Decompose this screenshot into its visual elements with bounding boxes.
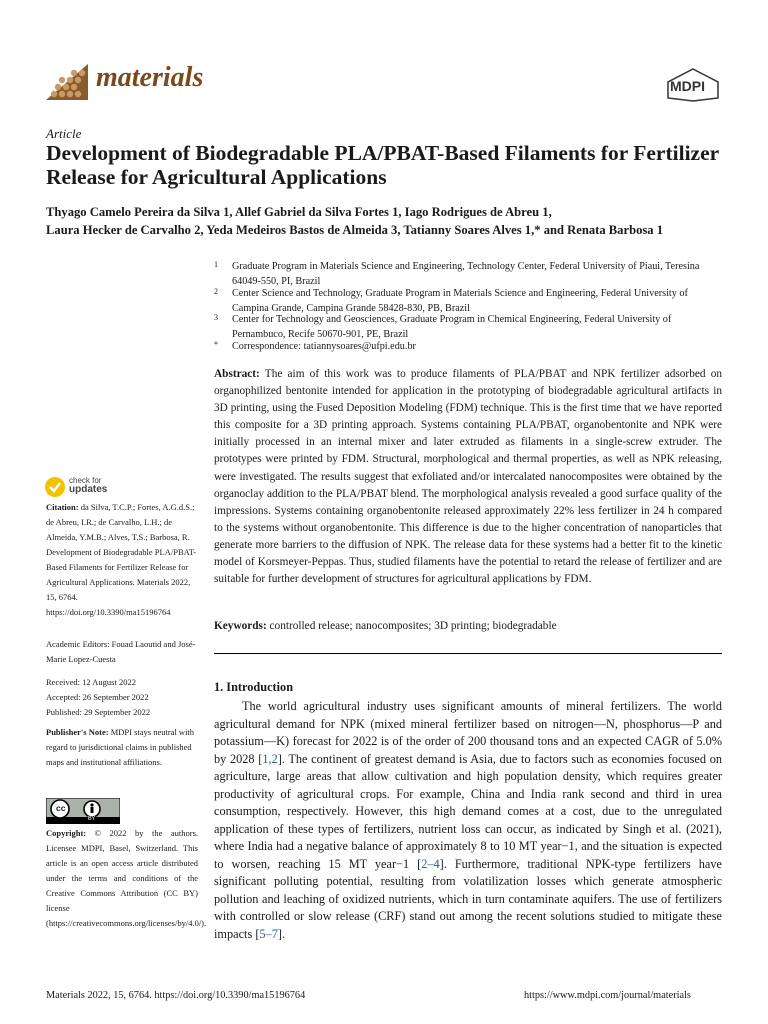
cc-by-license-badge[interactable]	[46, 798, 120, 824]
article-type: Article	[46, 126, 82, 141]
intro-paragraph	[214, 698, 722, 943]
published-date: Published: 29 September 2022	[46, 707, 151, 717]
footer-citation[interactable]: Materials 2022, 15, 6764. https://doi.org/10.3390/ma15196764	[46, 990, 306, 1001]
abstract-label: Abstract:	[214, 368, 260, 380]
copyright-block	[46, 826, 207, 931]
intro-text-3: ]. Furthermore, traditional NPK-type fertilizers have significant polluting potential, resulting from volatilization losses which generate atmospheric pollution and leaching of oxidized nutrients, which in turn contaminate aquifers. The use of fertilizers with controlled or slow release (CRF) stand out among the recent solutions studied to mitigate these impacts [	[214, 856, 722, 941]
affiliation-text: Center Science and Technology, Graduate Program in Materials Science and Engineering, Federal University of Campina Grande, Campina Grande 58428-830, PB, Brazil	[232, 288, 688, 314]
intro-text-2: ]. The continent of greatest demand is Asia, due to factors such as economies focused on agriculture, large areas that allow cultivation and high population density, which requires greater productivity of agricultural crops. For example, China and India rank second and third in urea consumption, respectively. However, this high demand comes at a cost, due to the unregulated application of these types of fertilizers, nutrient loss can occur, as indicated by Singh et al. (2021), where India had a negative balance of approximately 8 to 10 MT year−1, and the situation is expected to worsen, reaching 15 MT year−1 [	[214, 751, 722, 871]
author-list	[46, 203, 736, 239]
received-date: Received: 12 August 2022	[46, 677, 136, 687]
affiliation-number: 2	[214, 287, 218, 296]
publisher-name: MDPI	[670, 78, 705, 94]
check-updates-line-1: check for	[69, 476, 102, 485]
correspondence-text[interactable]: Correspondence: tatiannysoares@ufpi.edu.br	[232, 341, 416, 352]
copyright-text: © 2022 by the authors. Licensee MDPI, Basel, Switzerland. This article is an open access article distributed under the terms and conditions of the Creative Commons Attribution (CC BY) license (https://creativecommons.org/licenses/by/4.0/).	[46, 828, 207, 928]
publisher-note-text: MDPI stays neutral with regard to jurisdictional claims in published maps and institutional affiliations.	[46, 727, 195, 767]
article-title: Development of Biodegradable PLA/PBAT-Based Filaments for Fertilizer Release for Agricultural Applications	[46, 141, 719, 189]
citation-link[interactable]: 5–7	[259, 926, 278, 941]
citation-label: Citation:	[46, 502, 79, 512]
author-line-1: Thyago Camelo Pereira da Silva 1, Allef Gabriel da Silva Fortes 1, Iago Rodrigues de Abreu 1,	[46, 205, 552, 219]
citation-text[interactable]: da Silva, T.C.P.; Fortes, A.G.d.S.; de Abreu, I.R.; de Carvalho, L.H.; de Almeida, Y.M.B.; Alves, T.S.; Barbosa, R. Development of Biodegradable PLA/PBAT-Based Filaments for Fertilizer Release for Agricultural Applications. Materials 2022, 15, 6764. https://doi.org/10.3390/ma15196764	[46, 502, 197, 617]
affiliation-text: Center for Technology and Geosciences, Graduate Program in Chemical Engineering, Federal University of Pernambuco, Recife 50670-901, PE, Brazil	[232, 314, 672, 340]
accepted-date: Accepted: 26 September 2022	[46, 692, 149, 702]
keywords-text: controlled release; nanocomposites; 3D printing; biodegradable	[269, 620, 557, 632]
by-label: BY	[88, 816, 96, 822]
publisher-note	[46, 725, 198, 770]
intro-text-4: ].	[277, 926, 286, 941]
journal-logo-icon	[44, 60, 90, 102]
abstract-text: The aim of this work was to produce filaments of PLA/PBAT and NPK fertilizer adsorbed on organophilized bentonite intended for application in the prototyping of biodegradable agricultural artifacts in 3D printing, using the Fused Deposition Modeling (FDM) technique. This is the first time that we have reported this composite for a 3D printing approach. Systems containing PLA/PBAT, organobentonite and NPK were initially processed in an internal mixer and later extruded as filaments in a single-screw extruder. The prototypes were printed by FDM. Structural, morphological and thermal properties, as well as NPK releasing, were investigated. The results suggest that exfoliated and/or intercalated nanocomposites were obtained by the organoclay addition to the PLA/PBAT blend. The morphological analysis revealed a good surface quality of the impressions. Systems containing organobentonite released approximately 22% less fertilizer in 24 h compared to the systems without organobentonite. This difference is due to the higher concentration of nanoparticles that generate more barriers to the diffusion of NPK. The release data for these systems had a better fit to the kinetic model of Korsmeyer-Peppas. Thus, studied filaments have the potential to retard the release of fertilizer and are suitable for further development of structures for agricultural applications by FDM.	[214, 368, 722, 586]
dates-block	[46, 675, 198, 720]
citation-block	[46, 500, 198, 620]
affiliation-2	[214, 287, 724, 316]
check-for-updates-button[interactable]	[44, 474, 134, 498]
copyright-label: Copyright:	[46, 828, 87, 838]
footer-journal-url[interactable]: https://www.mdpi.com/journal/materials	[524, 990, 691, 1001]
affiliation-number: *	[214, 340, 218, 349]
author-line-2: Laura Hecker de Carvalho 2, Yeda Medeiros Bastos de Almeida 3, Tatianny Soares Alves 1,* and Renata Barbosa 1	[46, 223, 664, 237]
intro-text-1: The world agricultural industry uses significant amounts of mineral fertilizers. The world agricultural demand for NPK (mixed mineral fertilizer based on nitrogen—N, phosphorus—P and potassium—K) forecast for 2022 is of the order of 200 thousand tons and an expected CAGR of 5.0% by 2028 [	[214, 699, 722, 766]
affiliation-text: Graduate Program in Materials Science and Engineering, Technology Center, Federal University of Piaui, Teresina 64049-550, PI, Brazil	[232, 261, 700, 287]
check-updates-icon	[44, 476, 66, 498]
keywords-label: Keywords:	[214, 620, 267, 632]
affiliation-number: 3	[214, 313, 218, 322]
affiliation-number: 1	[214, 260, 218, 269]
keywords	[214, 620, 722, 632]
section-divider	[214, 653, 722, 654]
abstract	[214, 366, 722, 588]
check-updates-line-2: updates	[69, 484, 108, 495]
intro-heading: 1. Introduction	[214, 680, 294, 694]
journal-name: materials	[96, 62, 204, 93]
citation-link[interactable]: 2–4	[421, 856, 440, 871]
citation-link[interactable]: 1,2	[262, 751, 278, 766]
affiliation-1	[214, 260, 724, 289]
cc-label: cc	[56, 803, 66, 813]
affiliation-3	[214, 313, 724, 342]
correspondence	[214, 340, 724, 355]
academic-editors: Academic Editors: Fouad Laoutid and José-Marie Lopez-Cuesta	[46, 639, 196, 664]
publisher-note-label: Publisher's Note:	[46, 727, 109, 737]
